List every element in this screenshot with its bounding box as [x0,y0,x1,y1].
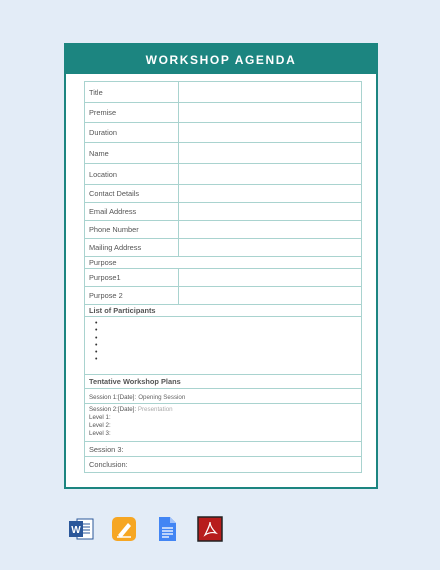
table-row [85,82,362,103]
table-row [85,375,362,389]
table-row [85,457,362,473]
table-row [85,143,362,164]
format-icons [68,516,223,542]
row-label-duration: Duration [85,123,179,143]
session-1-label: Session 1:[Date]: [89,393,137,401]
row-label-mailing-address: Mailing Address [85,239,179,257]
table-row [85,287,362,305]
row-value-name[interactable] [179,143,362,164]
session-2-header [89,406,357,414]
google-docs-icon[interactable] [154,516,180,542]
table-row [85,389,362,404]
row-value-location[interactable] [179,164,362,185]
table-row [85,404,362,442]
row-value-phone-number[interactable] [179,221,362,239]
table-row [85,317,362,375]
participant-bullet [95,356,357,363]
row-label-premise: Premise [85,103,179,123]
table-row [85,164,362,185]
participants-list [89,320,357,364]
row-value-email-address[interactable] [179,203,362,221]
session-2-cell[interactable] [85,404,362,442]
agenda-document [64,43,378,489]
row-label-purpose-2: Purpose 2 [85,287,179,305]
row-label-phone-number: Phone Number [85,221,179,239]
row-label-email-address: Email Address [85,203,179,221]
session-1-cell[interactable] [85,389,362,404]
table-row [85,269,362,287]
row-label-location: Location [85,164,179,185]
table-row [85,185,362,203]
table-row [85,221,362,239]
conclusion-cell[interactable]: Conclusion: [85,457,362,473]
row-value-duration[interactable] [179,123,362,143]
session-2-level-2: Level 2: [89,422,111,429]
session-2-label: Session 2:[Date]: [89,406,137,413]
session-2-level-3: Level 3: [89,430,111,437]
document-title: WORKSHOP AGENDA [66,45,376,74]
table-row [85,257,362,269]
participant-bullet [95,320,357,327]
row-value-title[interactable] [179,82,362,103]
participant-bullet [95,342,357,349]
participants-heading: List of Participants [85,305,362,317]
purpose-heading: Purpose [85,257,362,269]
plans-heading: Tentative Workshop Plans [85,375,362,389]
participant-bullet [95,327,357,334]
row-value-purpose-2[interactable] [179,287,362,305]
row-label-purpose-1: Purpose1 [85,269,179,287]
participant-bullet [95,335,357,342]
agenda-table [84,81,362,473]
table-row [85,442,362,457]
session-2-level-1: Level 1: [89,414,111,421]
table-row [85,305,362,317]
table-row [85,103,362,123]
row-value-purpose-1[interactable] [179,269,362,287]
session-2-value: Presentation [137,406,173,413]
table-row [85,123,362,143]
row-value-mailing-address[interactable] [179,239,362,257]
pages-icon[interactable] [111,516,137,542]
session-1-value: Opening Session [138,393,186,401]
pdf-icon[interactable] [197,516,223,542]
row-value-contact-details[interactable] [179,185,362,203]
participants-list-cell[interactable] [85,317,362,375]
row-label-title: Title [85,82,179,103]
table-row [85,203,362,221]
table-row [85,239,362,257]
row-value-premise[interactable] [179,103,362,123]
participant-bullet [95,349,357,356]
session-3-cell[interactable]: Session 3: [85,442,362,457]
word-icon[interactable] [68,516,94,542]
svg-text:W: W [71,525,81,536]
row-label-name: Name [85,143,179,164]
row-label-contact-details: Contact Details [85,185,179,203]
